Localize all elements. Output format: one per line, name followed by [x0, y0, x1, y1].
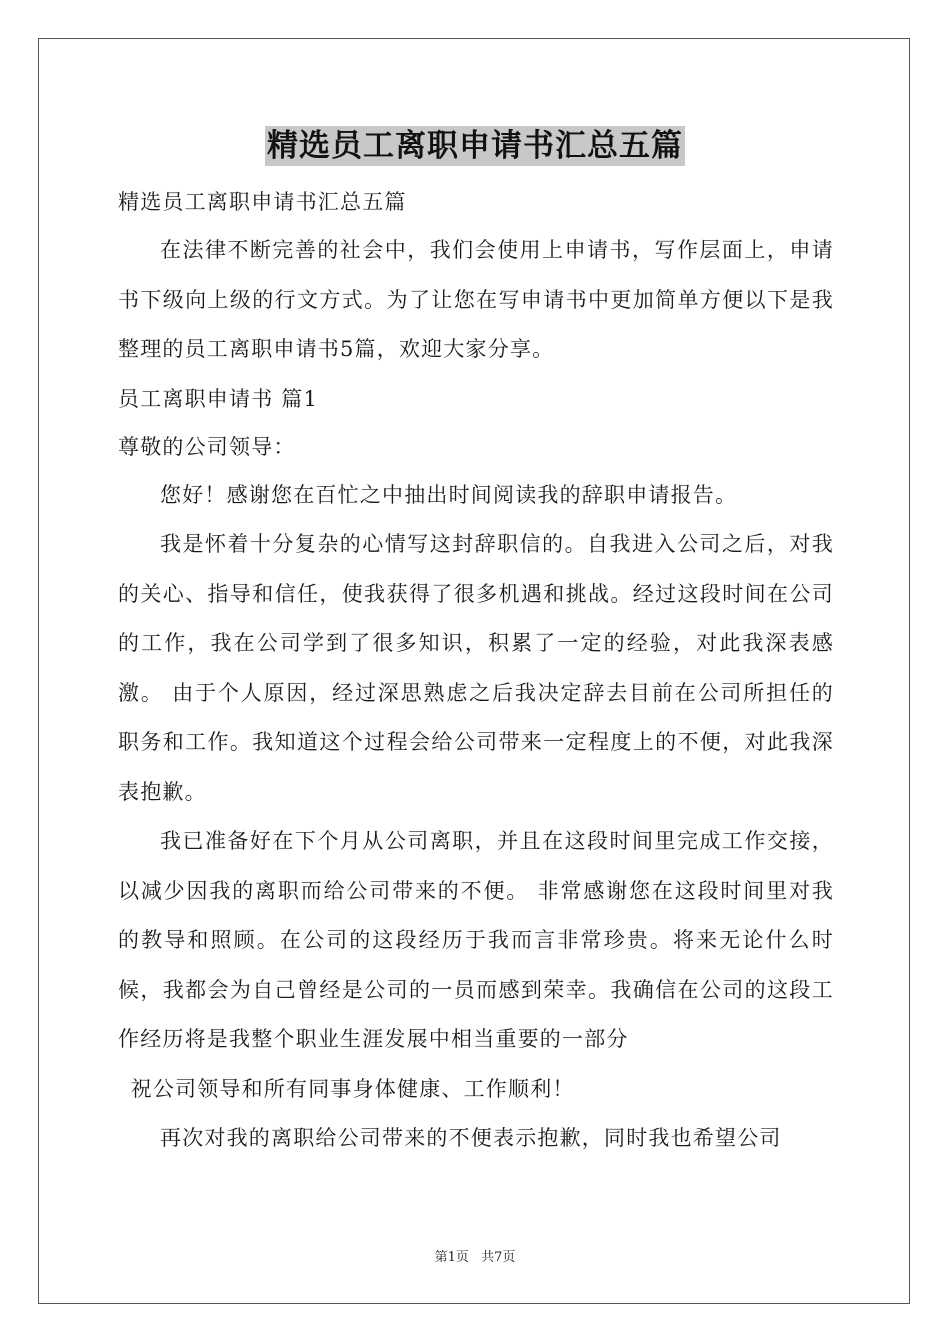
- body-paragraph-apology: 再次对我的离职给公司带来的不便表示抱歉，同时我也希望公司: [160, 1126, 782, 1150]
- body-paragraph-greeting: 您好！感谢您在百忙之中抽出时间阅读我的辞职申请报告。: [160, 482, 738, 507]
- section-heading: 员工离职申请书 篇1: [118, 386, 319, 411]
- body-paragraph-reason: 我是怀着十分复杂的心情写这封辞职信的。自我进入公司之后，对我的关心、指导和信任，使我获得了很多机遇和挑战。经过这段时间在公司的工作，我在公司学到了很多知识，积累了一定的经验，对此我深表感激。 由于个人原因，经过深思熟虑之后我决定辞去目前在公司所担任的职务和工作。我知道这个过程会给公司带来一定程度上的不便，对此我深表抱歉。: [118, 532, 834, 804]
- body-paragraph-handover: 我已准备好在下个月从公司离职，并且在这段时间里完成工作交接，以减少因我的离职而给公司带来的不便。 非常感谢您在这段时间里对我的教导和照顾。在公司的这段经历于我而言非常珍贵。将来无论什么时候，我都会为自己曾经是公司的一员而感到荣幸。我确信在公司的这段工作经历将是我整个职业生涯发展中相当重要的一部分: [118, 829, 834, 1051]
- intro-paragraph: 在法律不断完善的社会中，我们会使用上申请书，写作层面上，申请书下级向上级的行文方式。为了让您在写申请书中更加简单方便以下是我整理的员工离职申请书5篇，欢迎大家分享。: [118, 238, 834, 361]
- page-number: 第1页: [434, 1250, 469, 1265]
- document-body: [118, 178, 834, 1164]
- page-total: 共7页: [481, 1250, 516, 1265]
- title-container: [0, 126, 950, 166]
- document-subtitle: 精选员工离职申请书汇总五篇: [118, 190, 407, 214]
- body-paragraph-wishes: 祝公司领导和所有同事身体健康、工作顺利！: [130, 1076, 575, 1101]
- page-footer: [0, 1246, 950, 1265]
- salutation: 尊敬的公司领导：: [118, 434, 296, 459]
- document-title: 精选员工离职申请书汇总五篇: [267, 128, 683, 164]
